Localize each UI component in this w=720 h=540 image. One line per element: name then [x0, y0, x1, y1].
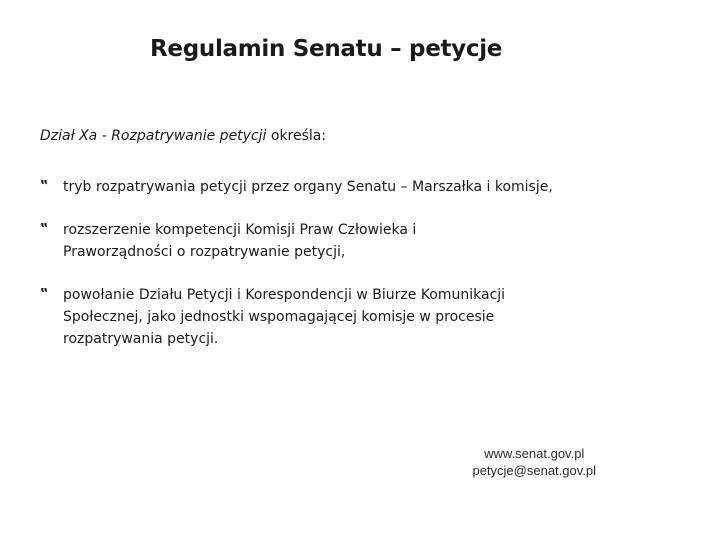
website-link[interactable]: www.senat.gov.pl: [484, 446, 585, 461]
slide-title: Regulamin Senatu – petycje: [150, 36, 503, 62]
quote-bullet-icon: ‟: [40, 222, 49, 237]
quote-bullet-icon: ‟: [40, 287, 49, 302]
intro-line: [40, 128, 326, 144]
bullet-item: [40, 176, 640, 198]
bullet-list: [40, 176, 640, 350]
intro-rest: określa:: [266, 128, 327, 144]
intro-section-name: Dział Xa - Rozpatrywanie petycji: [40, 128, 267, 144]
bullet-text: tryb rozpatrywania petycji przez organy Senatu – Marszałka i komisje,: [63, 179, 553, 195]
bullet-item: [40, 284, 640, 350]
bullet-text: powołanie Działu Petycji i Korespondencji w Biurze Komunikacji Społecznej, jako jednostki wspomagającej komisje w procesie rozpatrywania petycji.: [63, 287, 506, 347]
quote-bullet-icon: ‟: [40, 179, 49, 194]
bullet-text: rozszerzenie kompetencji Komisji Praw Człowieka i Praworządności o rozpatrywanie petycji,: [63, 222, 417, 260]
footer-contact: [472, 445, 596, 479]
bullet-item: [40, 219, 640, 263]
email-link[interactable]: petycje@senat.gov.pl: [472, 463, 596, 478]
